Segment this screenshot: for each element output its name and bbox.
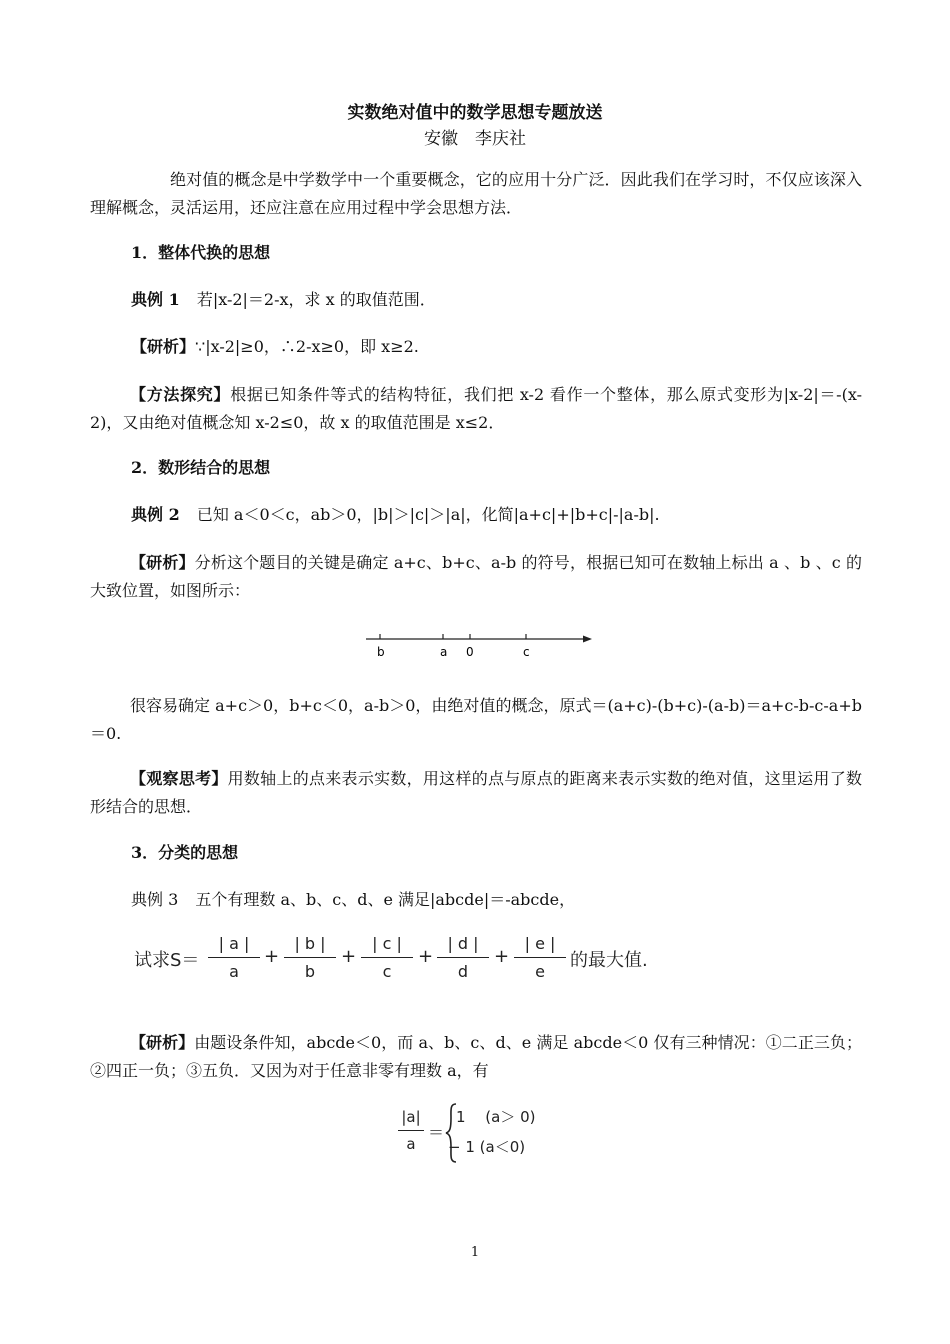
fraction-e-numerator: | e | — [524, 934, 556, 953]
plus-sign-2: + — [341, 946, 357, 967]
example-1 — [131, 287, 436, 310]
piecewise-equals: ＝ — [428, 1123, 445, 1142]
section-1-heading: 1．整体代换的思想 — [131, 243, 271, 262]
label-a: a — [440, 645, 448, 659]
example-2 — [131, 502, 660, 525]
plus-sign-4: + — [494, 946, 510, 967]
fraction-b-numerator: | b | — [294, 934, 326, 953]
method-1-text: 根据已知条件等式的结构特征，我们把 x-2 看作一个整体，那么原式变形为|x-2|＝-(x-2)，又由绝对值概念知 x-2≤0，故 x 的取值范围是 x≤2． — [90, 385, 862, 432]
label-zero: 0 — [466, 645, 474, 659]
fraction-e — [514, 934, 566, 981]
analysis-1-text: ∵|x-2|≥0，∴2-x≥0，即 x≥2. — [195, 337, 419, 356]
fraction-c-numerator: | c | — [372, 934, 402, 953]
method-1-paragraph — [90, 381, 862, 437]
piecewise-case-2: − 1 (a＜0) — [448, 1138, 526, 1156]
example-2-text: 已知 a＜0＜c，ab＞0，|b|＞|c|＞|a|，化简|a+c|+|b+c|-|a-b|. — [196, 505, 660, 524]
fraction-c-denominator: c — [382, 962, 392, 981]
piecewise-lhs — [398, 1108, 424, 1153]
observation-label: 【观察思考】 — [130, 769, 228, 788]
page-number: 1 — [470, 1245, 480, 1260]
section-3-heading: 3．分类的思想 — [131, 843, 239, 862]
method-1-label: 【方法探究】 — [130, 385, 231, 404]
fraction-d-denominator: d — [457, 962, 469, 981]
analysis-2-paragraph — [90, 549, 862, 605]
formula-prefix: 试求S＝ — [134, 950, 200, 971]
example-2-label: 典例 2 — [131, 505, 180, 524]
analysis-3-label: 【研析】 — [130, 1033, 195, 1052]
fraction-a — [208, 934, 260, 981]
analysis-3-paragraph — [90, 1029, 862, 1085]
fraction-d-numerator: | d | — [447, 934, 479, 953]
number-line-figure — [360, 626, 600, 662]
formula-suffix: 的最大值. — [570, 950, 648, 971]
observation-text: 用数轴上的点来表示实数，用这样的点与原点的距离来表示实数的绝对值，这里运用了数形结合的思想． — [90, 769, 862, 816]
section-2-heading: 2．数形结合的思想 — [131, 458, 271, 477]
analysis-2-label: 【研析】 — [130, 553, 195, 572]
intro-paragraph: 绝对值的概念是中学数学中一个重要概念，它的应用十分广泛．因此我们在学习时，不仅应该深入理解概念，灵活运用，还应注意在应用过程中学会思想方法． — [90, 170, 862, 217]
analysis-1-label: 【研析】 — [131, 337, 196, 356]
analysis-2-conclusion: 很容易确定 a+c＞0，b+c＜0，a-b＞0，由绝对值的概念，原式＝(a+c)-(b+c)-(a-b)＝a+c-b-c-a+b＝0. — [90, 696, 862, 743]
observation-paragraph — [90, 765, 862, 821]
analysis-3-text: 由题设条件知，abcde＜0，而 a、b、c、d、e 满足 abcde＜0 仅有三种情况：①二正三负；②四正一负；③五负．又因为对于任意非零有理数 a，有 — [90, 1033, 862, 1080]
example-3-text: 五个有理数 a、b、c、d、e 满足|abcde|＝-abcde， — [195, 890, 576, 909]
example-3 — [131, 887, 575, 910]
analysis-1 — [131, 334, 419, 357]
example-1-text: 若|x-2|＝2-x，求 x 的取值范围． — [196, 290, 436, 309]
piecewise-lhs-numerator: |a| — [401, 1108, 421, 1126]
fraction-b — [284, 934, 336, 981]
fraction-e-denominator: e — [535, 962, 545, 981]
label-b: b — [377, 645, 385, 659]
label-c: c — [523, 645, 530, 659]
document-author: 安徽 李庆社 — [424, 129, 526, 149]
piecewise-case-1: 1 (a＞ 0) — [456, 1108, 536, 1126]
plus-sign-1: + — [264, 946, 280, 967]
fraction-a-denominator: a — [229, 962, 239, 981]
fraction-b-denominator: b — [304, 962, 316, 981]
axis-arrow — [583, 636, 592, 643]
fraction-c — [361, 934, 413, 981]
plus-sign-3: + — [418, 946, 434, 967]
example-3-label: 典例 3 — [131, 890, 179, 909]
piecewise-lhs-denominator: a — [406, 1135, 416, 1153]
analysis-2-text: 分析这个题目的关键是确定 a+c、b+c、a-b 的符号，根据已知可在数轴上标出 a 、b 、c 的大致位置，如图所示： — [90, 553, 862, 600]
document-title: 实数绝对值中的数学思想专题放送 — [347, 103, 603, 123]
example-1-label: 典例 1 — [131, 290, 180, 309]
fraction-d — [437, 934, 489, 981]
fraction-a-numerator: | a | — [218, 934, 250, 953]
